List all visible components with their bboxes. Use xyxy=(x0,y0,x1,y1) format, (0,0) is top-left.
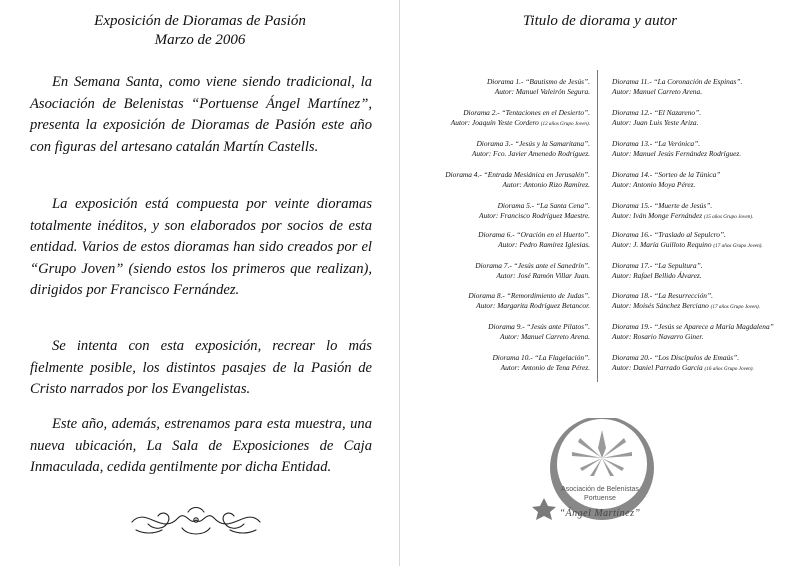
diorama-author: Autor: Manuel Valeirón Segura. xyxy=(494,87,590,96)
diorama-entry xyxy=(612,139,741,159)
diorama-list-title: Titulo de diorama y autor xyxy=(522,13,678,29)
diorama-author: Autor: Moisés Sánchez Berciano (17 años Grupo Joven). xyxy=(612,301,760,310)
diorama-entry xyxy=(475,261,590,281)
purpose-paragraph: Se intenta con esta exposición, recrear lo más fielmente posible, los distintos pasajes de la Pasión de Cristo narrados por los Evangelistas. xyxy=(30,338,372,397)
venue-paragraph: Este año, además, estrenamos para esta muestra, una nueva ubicación, La Sala de Exposiciones de Caja Inmaculada, cedida gentilmente por dicha Entidad. xyxy=(30,416,372,475)
diorama-title: Diorama 9.- “Jesús ante Pilatos”. xyxy=(488,322,590,331)
diorama-title: Diorama 15.- “Muerte de Jesús”. xyxy=(612,201,713,210)
author-note: (16 años Grupo Joven). xyxy=(704,366,754,372)
diorama-author: Autor: Joaquín Yeste Cordero (12 años Grupo Joven). xyxy=(450,118,590,127)
diorama-entry xyxy=(468,291,590,311)
diorama-author: Autor: Francisco Rodríguez Maestre. xyxy=(479,211,590,220)
diorama-title: Diorama 16.- “Traslado al Sepulcro”. xyxy=(612,230,726,239)
diorama-author: Autor: José Ramón Villar Juan. xyxy=(496,271,590,280)
diorama-title: Diorama 14.- “Sorteo de la Túnica” xyxy=(612,170,721,179)
diorama-title: Diorama 11.- “La Coronación de Espinas”. xyxy=(612,77,743,86)
diorama-author: Autor: Juan Luis Yeste Ariza. xyxy=(612,118,699,127)
diorama-title: Diorama 12.- “El Nazareno”. xyxy=(612,108,702,117)
diorama-title: Diorama 18.- “La Resurrección”. xyxy=(612,291,713,300)
diorama-entry xyxy=(492,353,590,373)
diorama-entry xyxy=(612,108,701,128)
diorama-title: Diorama 3.- “Jesús y la Samaritana”. xyxy=(476,139,590,148)
diorama-entry xyxy=(612,261,703,281)
diorama-entry xyxy=(612,201,753,222)
intro-paragraph: En Semana Santa, como viene siendo tradicional, la Asociación de Belenistas “Portuense Ángel Martínez”, presenta la exposición de Dioramas de Pasión este año con figuras del artesano catalán Martín Castells. xyxy=(30,74,372,155)
flourish-ornament-icon xyxy=(128,500,264,540)
author-note: (17 años Grupo Joven). xyxy=(710,304,760,310)
diorama-entry xyxy=(612,291,760,312)
logo-name-line3: “Ángel Martínez” xyxy=(559,508,641,519)
diorama-author: Autor: Rosario Navarro Giner. xyxy=(612,332,704,341)
diorama-author: Autor: Rafael Bellido Álvarez. xyxy=(612,271,702,280)
diorama-author: Autor: Fco. Javier Amenedo Rodríguez. xyxy=(471,149,590,158)
diorama-author: Autor: Manuel Jesús Fernández Rodríguez. xyxy=(612,149,742,158)
logo-name-line1: Asociación de Belenistas xyxy=(561,486,639,493)
diorama-title: Diorama 2.- “Tentaciones en el Desierto”. xyxy=(463,108,590,117)
author-note: (15 años Grupo Joven). xyxy=(703,214,754,220)
association-logo-icon xyxy=(532,418,672,522)
diorama-entry xyxy=(479,201,590,221)
diorama-title: Diorama 19.- “Jesús se Aparece a María Magdalena” xyxy=(612,322,774,331)
diorama-author: Autor: Pedro Ramírez Iglesias. xyxy=(498,240,590,249)
diorama-author: Autor: Margarita Rodríguez Betancor. xyxy=(476,301,590,310)
composition-paragraph: La exposición está compuesta por veinte dioramas totalmente inéditos, y son elaborados por socios de esta entidad. Varios de estos dioramas han sido creados por el “Grupo Joven” (siendo estos los primeros que realizan), dirigidos por Francisco Fernández. xyxy=(30,196,372,298)
diorama-title: Diorama 1.- “Bautismo de Jesús”. xyxy=(486,77,590,86)
diorama-author: Autor: Antonio Rizo Ramírez. xyxy=(502,180,590,189)
diorama-author: Autor: J. María Guilloto Requino (17 años Grupo Joven). xyxy=(612,240,763,249)
diorama-entry xyxy=(445,170,590,190)
diorama-author: Autor: Manuel Carreto Arena. xyxy=(612,87,703,96)
diorama-author: Autor: Antonio Moya Pérez. xyxy=(612,180,696,189)
logo-name-line2: Portuense xyxy=(584,495,616,502)
diorama-author: Autor: Manuel Carreto Arena. xyxy=(499,332,590,341)
diorama-title: Diorama 8.- “Remordimiento de Judas”. xyxy=(468,291,590,300)
diorama-entry xyxy=(612,230,763,251)
diorama-entry xyxy=(612,353,754,374)
diorama-entry xyxy=(472,139,590,159)
diorama-author: Autor: Daniel Parrado García (16 años Grupo Joven). xyxy=(612,363,754,372)
diorama-title: Diorama 13.- “La Verónica”. xyxy=(612,139,701,148)
diorama-title: Diorama 10.- “La Flagelación”. xyxy=(492,353,590,362)
diorama-entry xyxy=(612,77,742,97)
diorama-title: Diorama 17.- “La Sepultura”. xyxy=(612,261,703,270)
author-note: (17 años Grupo Joven). xyxy=(713,243,763,249)
column-divider xyxy=(597,70,598,382)
page-fold xyxy=(399,0,400,566)
diorama-entry xyxy=(612,322,774,342)
diorama-author: Autor: Iván Monge Fernández (15 años Grupo Joven). xyxy=(612,211,754,220)
diorama-entry xyxy=(451,108,590,129)
diorama-entry xyxy=(478,230,590,250)
exhibition-date: Marzo de 2006 xyxy=(154,32,246,48)
diorama-title: Diorama 5.- “La Santa Cena”. xyxy=(497,201,590,210)
exhibition-title: Exposición de Dioramas de Pasión xyxy=(94,13,306,29)
diorama-entry xyxy=(612,170,720,190)
diorama-title: Diorama 7.- “Jesús ante el Sanedrín”. xyxy=(475,261,590,270)
diorama-entry xyxy=(487,77,590,97)
diorama-title: Diorama 20.- “Los Discípulos de Emaús”. xyxy=(612,353,740,362)
diorama-author: Autor: Antonio de Tena Pérez. xyxy=(500,363,590,372)
diorama-title: Diorama 4.- “Entrada Mesiánica en Jerusalén”. xyxy=(445,170,590,179)
diorama-title: Diorama 6.- “Oración en el Huerto”. xyxy=(478,230,590,239)
author-note: (12 años Grupo Joven). xyxy=(540,121,590,127)
diorama-entry xyxy=(488,322,590,342)
